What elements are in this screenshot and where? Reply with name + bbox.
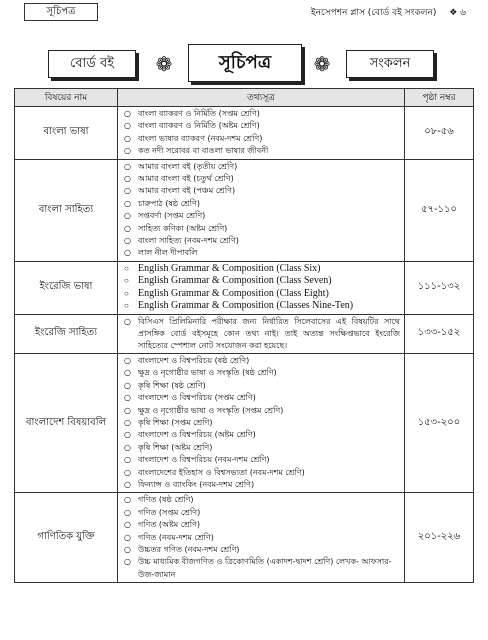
list-item: ○ আমার বাংলা বই (তৃতীয় শ্রেণি) <box>124 161 400 173</box>
table-row <box>15 107 474 160</box>
list-item: ○ লাল নীল দীপাবলি <box>124 247 400 259</box>
subject-name: ইংরেজি ভাষা <box>15 261 118 314</box>
list-item: ○ উচ্চ মাধ্যমিক বীজগণিত ও ত্রিকোণমিতি (একাদশ-দ্বাদশ শ্রেণি) লেখক- আফসার-উজ-জামান <box>124 556 400 581</box>
page-range: ২০১-২২৬ <box>405 493 474 583</box>
page-title: সূচিপত্র <box>188 44 302 82</box>
table-header-row <box>15 89 474 107</box>
contents-table <box>14 88 474 583</box>
table-row <box>15 493 474 583</box>
list-item: ○ আমার বাংলা বই (চতুর্থ শ্রেণি) <box>124 173 400 185</box>
subject-name: বাংলা সাহিত্য <box>15 159 118 261</box>
list-item: ○ চারুপাঠ (ষষ্ঠ শ্রেণি) <box>124 198 400 210</box>
list-item: ○ কৃষি শিক্ষা (অষ্টম শ্রেণি) <box>124 442 400 454</box>
subject-name: গাণিতিক যুক্তি <box>15 493 118 583</box>
page-range: ০৮-৫৬ <box>405 107 474 160</box>
list-item: ○ ফিন্যান্স ও ব্যাংকিং (নবম-দশম শ্রেণি) <box>124 479 400 491</box>
page-number: ❖ ৬ <box>449 8 466 18</box>
list-item: ○ English Grammar & Composition (Class Seven) <box>124 275 400 288</box>
subject-name: বাংলা ভাষা <box>15 107 118 160</box>
list-item: ○ English Grammar & Composition (Class Eight) <box>124 288 400 301</box>
list-item: ○ কত নদী সরোবর বা বাঙলা ভাষার জীবনী <box>124 145 400 157</box>
list-item: ○ বাংলাদেশ ও বিশ্বপরিচয় (ষষ্ঠ শ্রেণি) <box>124 355 400 367</box>
list-item: ○ গণিত (ষষ্ঠ শ্রেণি) <box>124 494 400 506</box>
list-item: ○ সাহিত্য কণিকা (অষ্টম শ্রেণি) <box>124 223 400 235</box>
list-item: ○ ক্ষুদ্র ও নৃগোষ্ঠীর ভাষা ও সংস্কৃতি (সপ্তম শ্রেণি) <box>124 405 400 417</box>
special-note: ○ বিসিএস প্রিলিমিনারি পরীক্ষার জন্য নির্ধারিত সিলেবাসের এই বিষয়টির সাথে প্রাসঙ্গিক বোর্ড বইসমূহে কোন তথ্য নাই। তাই অত্যন্ত সংক্ষিপ্তভাবে ইংরেজি সাহিত্যের স্পেশাল নোট সংযোজন করা হয়েছে। <box>124 316 400 352</box>
list-item: ○ English Grammar & Composition (Class Six) <box>124 263 400 276</box>
list-item: ○ বাংলাদেশের ইতিহাস ও বিশ্বসভ্যতা (নবম-দশম শ্রেণি) <box>124 467 400 479</box>
page-column-header: পৃষ্ঠা নম্বর <box>405 89 474 107</box>
source-note-cell <box>118 314 405 353</box>
list-item: ○ বাংলাদেশ ও বিশ্বপরিচয় (সপ্তম শ্রেণি) <box>124 392 400 404</box>
list-item: ○ কৃষি শিক্ষা (সপ্তম শ্রেণি) <box>124 417 400 429</box>
list-item: ○ বাংলা ভাষার ব্যাকরণ (নবম-দশম শ্রেণি) <box>124 133 400 145</box>
source-list-cell <box>118 107 405 160</box>
list-item: ○ বাংলাদেশ ও বিশ্বপরিচয় (অষ্টম শ্রেণি) <box>124 429 400 441</box>
list-item: ○ আমার বাংলা বই (পঞ্চম শ্রেণি) <box>124 185 400 197</box>
list-item: ○ বাংলা ব্যাকরণ ও নির্মিতি (অষ্টম শ্রেণি) <box>124 120 400 132</box>
compilation-label: সংকলন <box>346 50 434 78</box>
source-list-cell <box>118 493 405 583</box>
swirl-ornament-icon: ❁ <box>155 52 173 76</box>
list-item: ○ বাংলা ব্যাকরণ ও নির্মিতি (সপ্তম শ্রেণি) <box>124 108 400 120</box>
list-item: ○ English Grammar & Composition (Classes Nine-Ten) <box>124 300 400 313</box>
title-banner <box>48 44 430 84</box>
list-item: ○ গণিত (সপ্তম শ্রেণি) <box>124 507 400 519</box>
page-range: ১১১-১৩২ <box>405 261 474 314</box>
source-list-cell <box>118 353 405 492</box>
board-book-label: বোর্ড বই <box>48 50 136 78</box>
source-list-cell <box>118 159 405 261</box>
list-item: ○ বাংলা সাহিত্য (নবম-দশম শ্রেণি) <box>124 235 400 247</box>
table-row <box>15 353 474 492</box>
swirl-ornament-icon: ❁ <box>313 52 331 76</box>
book-title: ইনসেপশন প্লাস (বোর্ড বই সংকলন) <box>310 8 437 18</box>
list-item: ○ কৃষি শিক্ষা (ষষ্ঠ শ্রেণি) <box>124 380 400 392</box>
page-range: ১৫৩-২০০ <box>405 353 474 492</box>
running-header <box>311 5 466 20</box>
list-item: ○ গণিত (নবম-দশম শ্রেণি) <box>124 532 400 544</box>
table-row <box>15 159 474 261</box>
source-column-header: তথ্যসূত্র <box>118 89 405 107</box>
subject-name: ইংরেজি সাহিত্য <box>15 314 118 353</box>
page-section-tab: সূচিপত্র <box>24 3 98 21</box>
table-row <box>15 261 474 314</box>
source-list-cell <box>118 261 405 314</box>
table-row <box>15 314 474 353</box>
list-item: ○ ক্ষুদ্র ও নৃগোষ্ঠীর ভাষা ও সংস্কৃতি (ষষ্ঠ শ্রেণি) <box>124 367 400 379</box>
list-item: ○ গণিত (অষ্টম শ্রেণি) <box>124 519 400 531</box>
list-item: ○ বাংলাদেশ ও বিশ্বপরিচয় (নবম-দশম শ্রেণি) <box>124 454 400 466</box>
subject-name: বাংলাদেশ বিষয়াবলি <box>15 353 118 492</box>
subject-column-header: বিষয়ের নাম <box>15 89 118 107</box>
page-range: ৫৭-১১০ <box>405 159 474 261</box>
list-item: ○ উচ্চতর গণিত (নবম-দশম শ্রেণি) <box>124 544 400 556</box>
page-range: ১৩৩-১৫২ <box>405 314 474 353</box>
list-item: ○ সপ্তবর্ণা (সপ্তম শ্রেণি) <box>124 210 400 222</box>
